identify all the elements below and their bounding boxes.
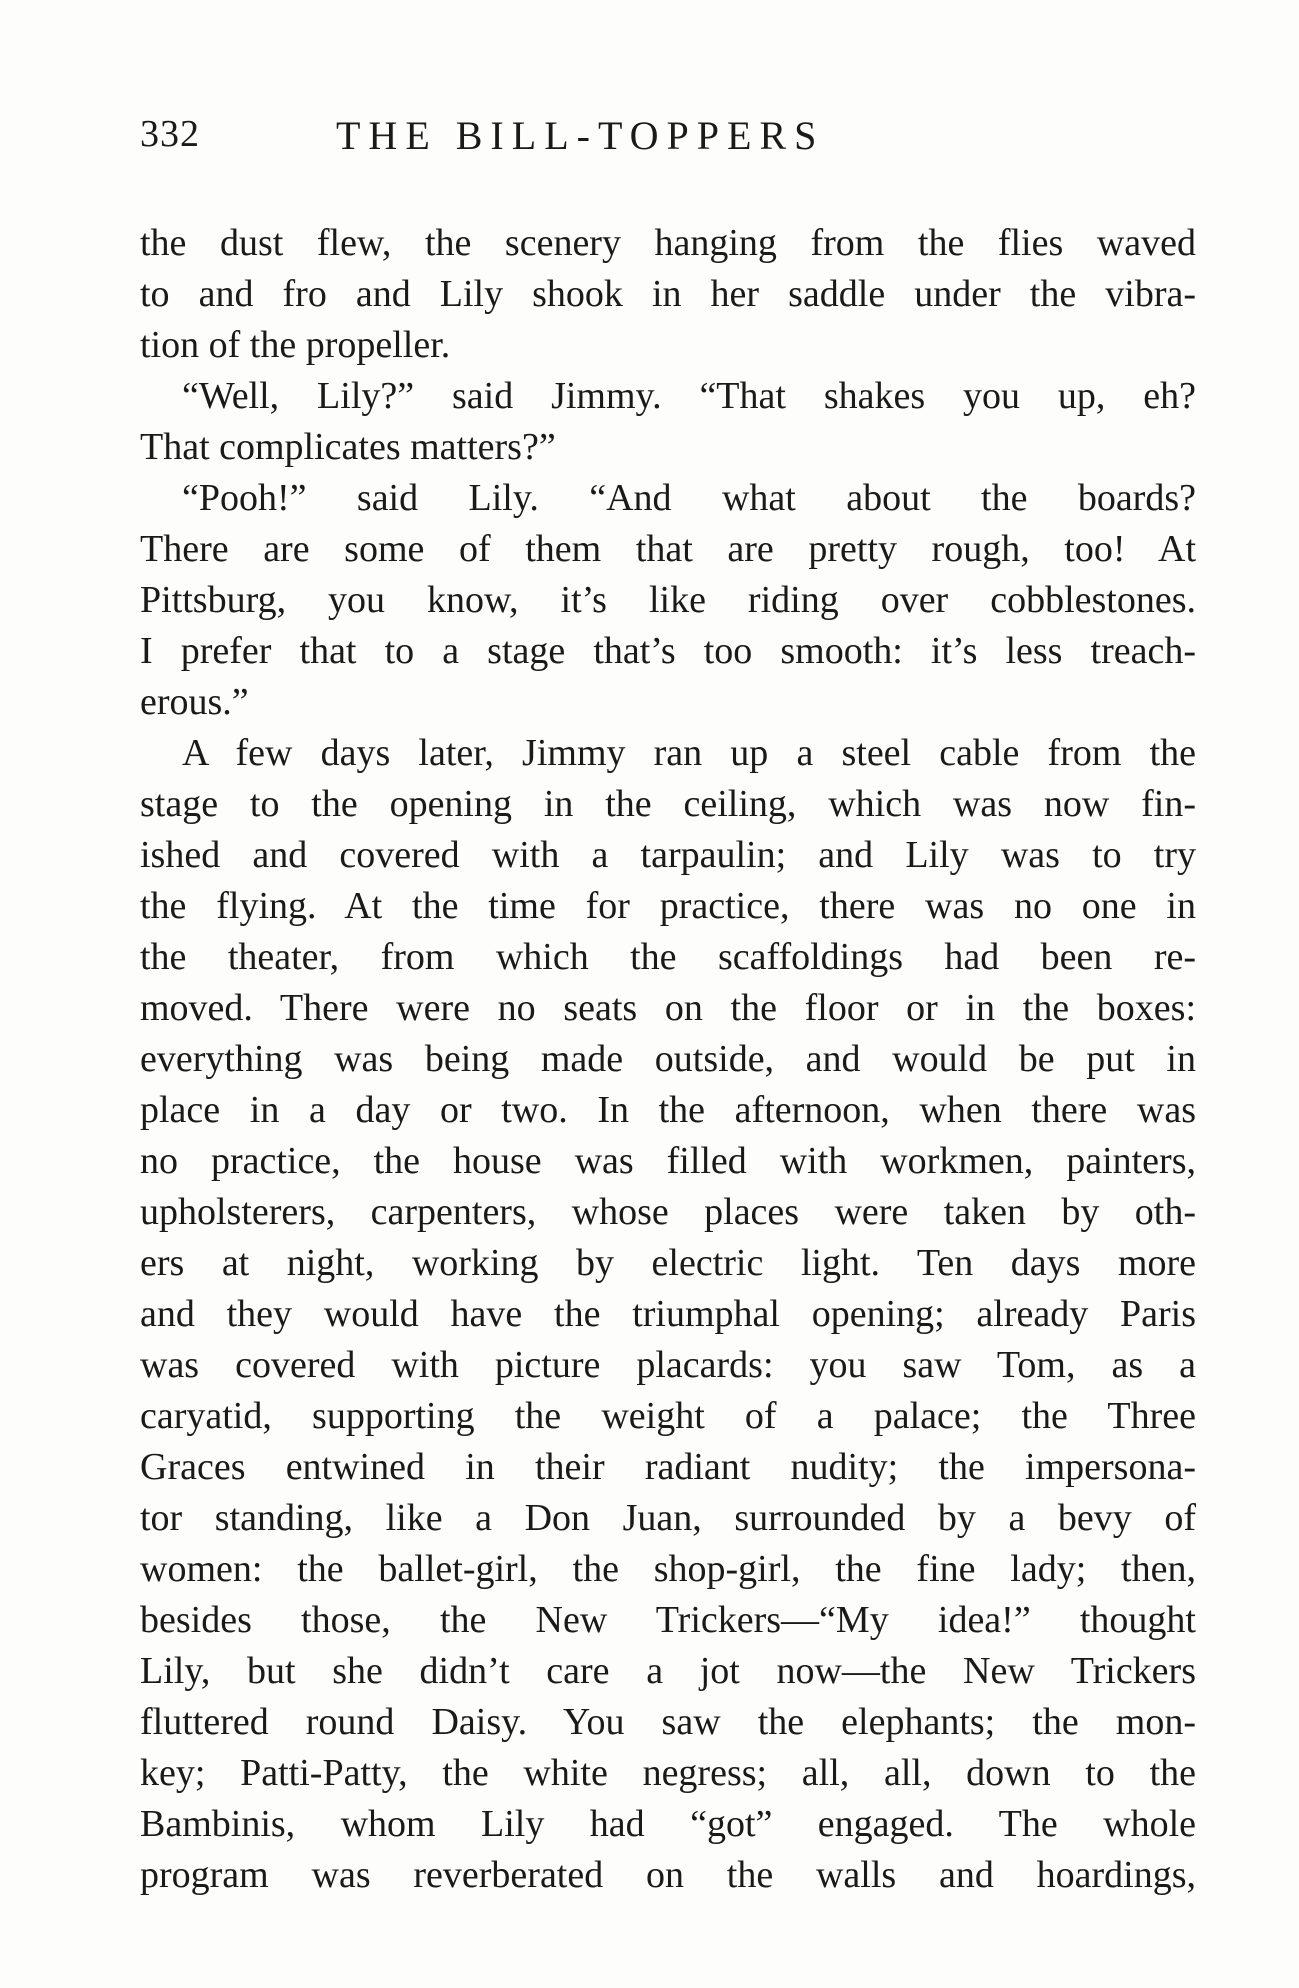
text-line: tor standing, like a Don Juan, surrounded by a bevy of xyxy=(140,1497,1196,1539)
text-line: upholsterers, carpenters, whose places were taken by oth- xyxy=(140,1191,1196,1233)
text-line: erous.” xyxy=(140,681,249,723)
text-line: caryatid, supporting the weight of a palace; the Three xyxy=(140,1395,1196,1437)
text-line: the dust flew, the scenery hanging from the flies waved xyxy=(140,222,1196,264)
text-line: the flying. At the time for practice, there was no one in xyxy=(140,885,1196,927)
text-line: women: the ballet-girl, the shop-girl, the fine lady; then, xyxy=(140,1548,1196,1590)
page-header xyxy=(140,112,1200,172)
text-line: Lily, but she didn’t care a jot now—the New Trickers xyxy=(140,1650,1196,1692)
text-line: tion of the propeller. xyxy=(140,324,451,366)
text-line: I prefer that to a stage that’s too smooth: it’s less treach- xyxy=(140,630,1196,672)
text-line: the theater, from which the scaffoldings had been re- xyxy=(140,936,1196,978)
text-line: place in a day or two. In the afternoon, when there was xyxy=(140,1089,1196,1131)
text-line: Bambinis, whom Lily had “got” engaged. The whole xyxy=(140,1803,1196,1845)
page-number: 332 xyxy=(140,113,200,155)
text-line: “Pooh!” said Lily. “And what about the boards? xyxy=(182,477,1196,519)
text-line: There are some of them that are pretty rough, too! At xyxy=(140,528,1196,570)
text-line: was covered with picture placards: you saw Tom, as a xyxy=(140,1344,1196,1386)
text-line: no practice, the house was filled with workmen, painters, xyxy=(140,1140,1196,1182)
text-line: and they would have the triumphal opening; already Paris xyxy=(140,1293,1196,1335)
text-line: fluttered round Daisy. You saw the elephants; the mon- xyxy=(140,1701,1196,1743)
body-text xyxy=(140,218,1196,1901)
text-line: to and fro and Lily shook in her saddle under the vibra- xyxy=(140,273,1196,315)
text-line: everything was being made outside, and would be put in xyxy=(140,1038,1196,1080)
text-line: stage to the opening in the ceiling, which was now fin- xyxy=(140,783,1196,825)
text-line: Pittsburg, you know, it’s like riding over cobblestones. xyxy=(140,579,1196,621)
text-line: Graces entwined in their radiant nudity; the impersona- xyxy=(140,1446,1196,1488)
text-line: “Well, Lily?” said Jimmy. “That shakes you up, eh? xyxy=(182,375,1196,417)
text-line: A few days later, Jimmy ran up a steel cable from the xyxy=(182,732,1196,774)
text-line: program was reverberated on the walls and hoardings, xyxy=(140,1854,1196,1896)
text-line: ers at night, working by electric light. Ten days more xyxy=(140,1242,1196,1284)
text-line: moved. There were no seats on the floor or in the boxes: xyxy=(140,987,1196,1029)
text-line: key; Patti-Patty, the white negress; all, all, down to the xyxy=(140,1752,1196,1794)
running-title: THE BILL-TOPPERS xyxy=(336,113,825,158)
text-line: That complicates matters?” xyxy=(140,426,556,468)
text-line: besides those, the New Trickers—“My idea!” thought xyxy=(140,1599,1196,1641)
text-line: ished and covered with a tarpaulin; and Lily was to try xyxy=(140,834,1196,876)
